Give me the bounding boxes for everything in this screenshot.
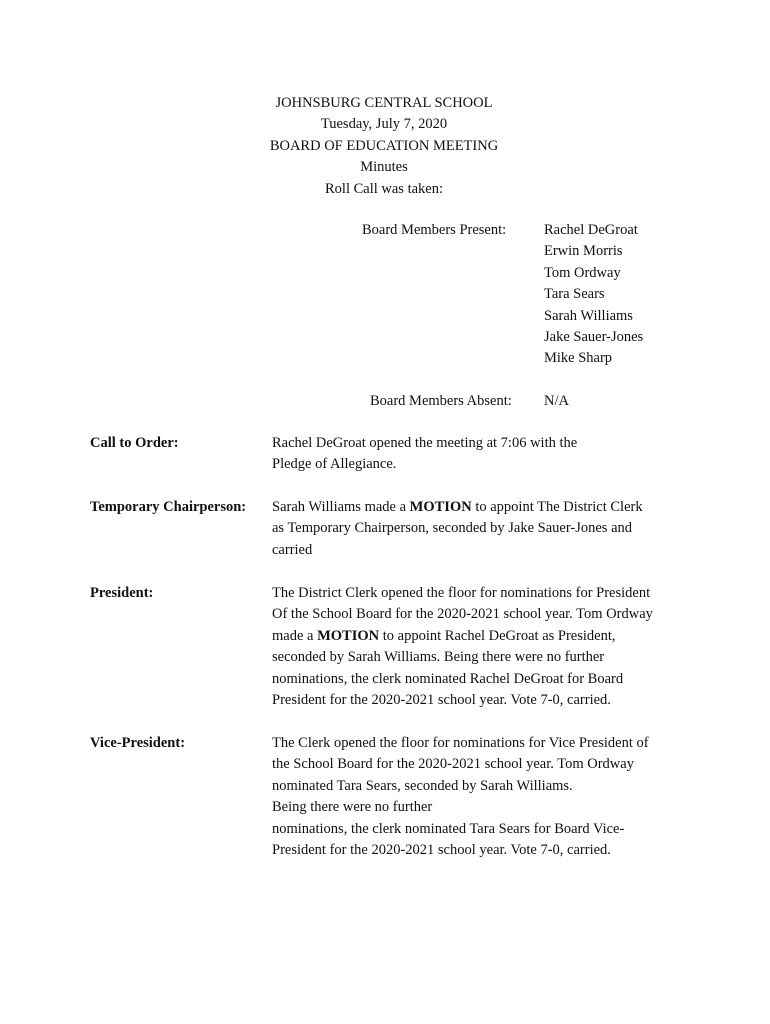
document-type: Minutes	[360, 159, 408, 176]
meeting-date: Tuesday, July 7, 2020	[320, 116, 448, 133]
call-to-order-label: Call to Order:	[90, 435, 179, 451]
text-line: as Temporary Chairperson, seconded by Jake Sauer-Jones and	[272, 520, 633, 537]
list-item: Jake Sauer-Jones	[544, 328, 644, 345]
list-item: Mike Sharp	[544, 350, 613, 367]
text-line: carried	[272, 541, 313, 558]
text-line: the School Board for the 2020-2021 school year. Tom Ordway	[272, 756, 634, 773]
list-item: Tom Ordway	[544, 264, 621, 281]
text-fragment: Sarah Williams made a	[272, 499, 410, 515]
present-label: Board Members Present:	[362, 222, 507, 238]
text-line: nominations, the clerk nominated Rachel DeGroat for Board	[272, 670, 624, 687]
text-fragment: to appoint The District Clerk	[471, 499, 643, 515]
list-item: Erwin Morris	[544, 243, 623, 260]
text-line	[272, 497, 692, 518]
temporary-chairperson-label: Temporary Chairperson:	[90, 499, 247, 515]
text-line: Rachel DeGroat opened the meeting at 7:06 with the	[272, 435, 578, 451]
present-members-list	[544, 220, 643, 370]
list-item: Sarah Williams	[544, 307, 633, 324]
vice-president-text	[272, 733, 692, 861]
text-line: Of the School Board for the 2020-2021 school year. Tom Ordway	[272, 606, 653, 623]
president-label: President:	[90, 585, 154, 601]
temporary-chairperson-text	[272, 497, 692, 561]
motion-keyword: MOTION	[317, 627, 380, 644]
list-item: Tara Sears	[544, 286, 605, 303]
president-text	[272, 583, 692, 711]
text-line: President for the 2020-2021 school year. Vote 7-0, carried.	[272, 841, 611, 858]
roll-call-text: Roll Call was taken:	[325, 180, 443, 197]
text-line: Being there were no further	[272, 799, 433, 816]
absent-value: N/A	[544, 393, 569, 409]
text-fragment: to appoint Rachel DeGroat as President,	[379, 627, 616, 644]
text-line: seconded by Sarah Williams. Being there were no further	[272, 649, 605, 666]
text-line: nominated Tara Sears, seconded by Sarah Williams.	[272, 777, 573, 794]
text-line	[272, 626, 692, 647]
meeting-title: BOARD OF EDUCATION MEETING	[269, 137, 499, 154]
vice-president-label: Vice-President:	[90, 735, 186, 751]
school-name: JOHNSBURG CENTRAL SCHOOL	[275, 95, 493, 111]
text-line: President for the 2020-2021 school year. Vote 7-0, carried.	[272, 691, 611, 708]
text-line: nominations, the clerk nominated Tara Sears for Board Vice-	[272, 820, 625, 837]
absent-label: Board Members Absent:	[370, 393, 512, 409]
text-line: Pledge of Allegiance.	[272, 456, 397, 473]
text-line: The Clerk opened the floor for nominations for Vice President of	[272, 735, 649, 751]
document-header	[0, 93, 770, 200]
text-fragment: made a	[272, 627, 318, 644]
call-to-order-text	[272, 433, 692, 476]
text-line: The District Clerk opened the floor for nominations for President	[272, 585, 651, 601]
list-item: Rachel DeGroat	[544, 222, 638, 238]
motion-keyword: MOTION	[409, 499, 472, 515]
